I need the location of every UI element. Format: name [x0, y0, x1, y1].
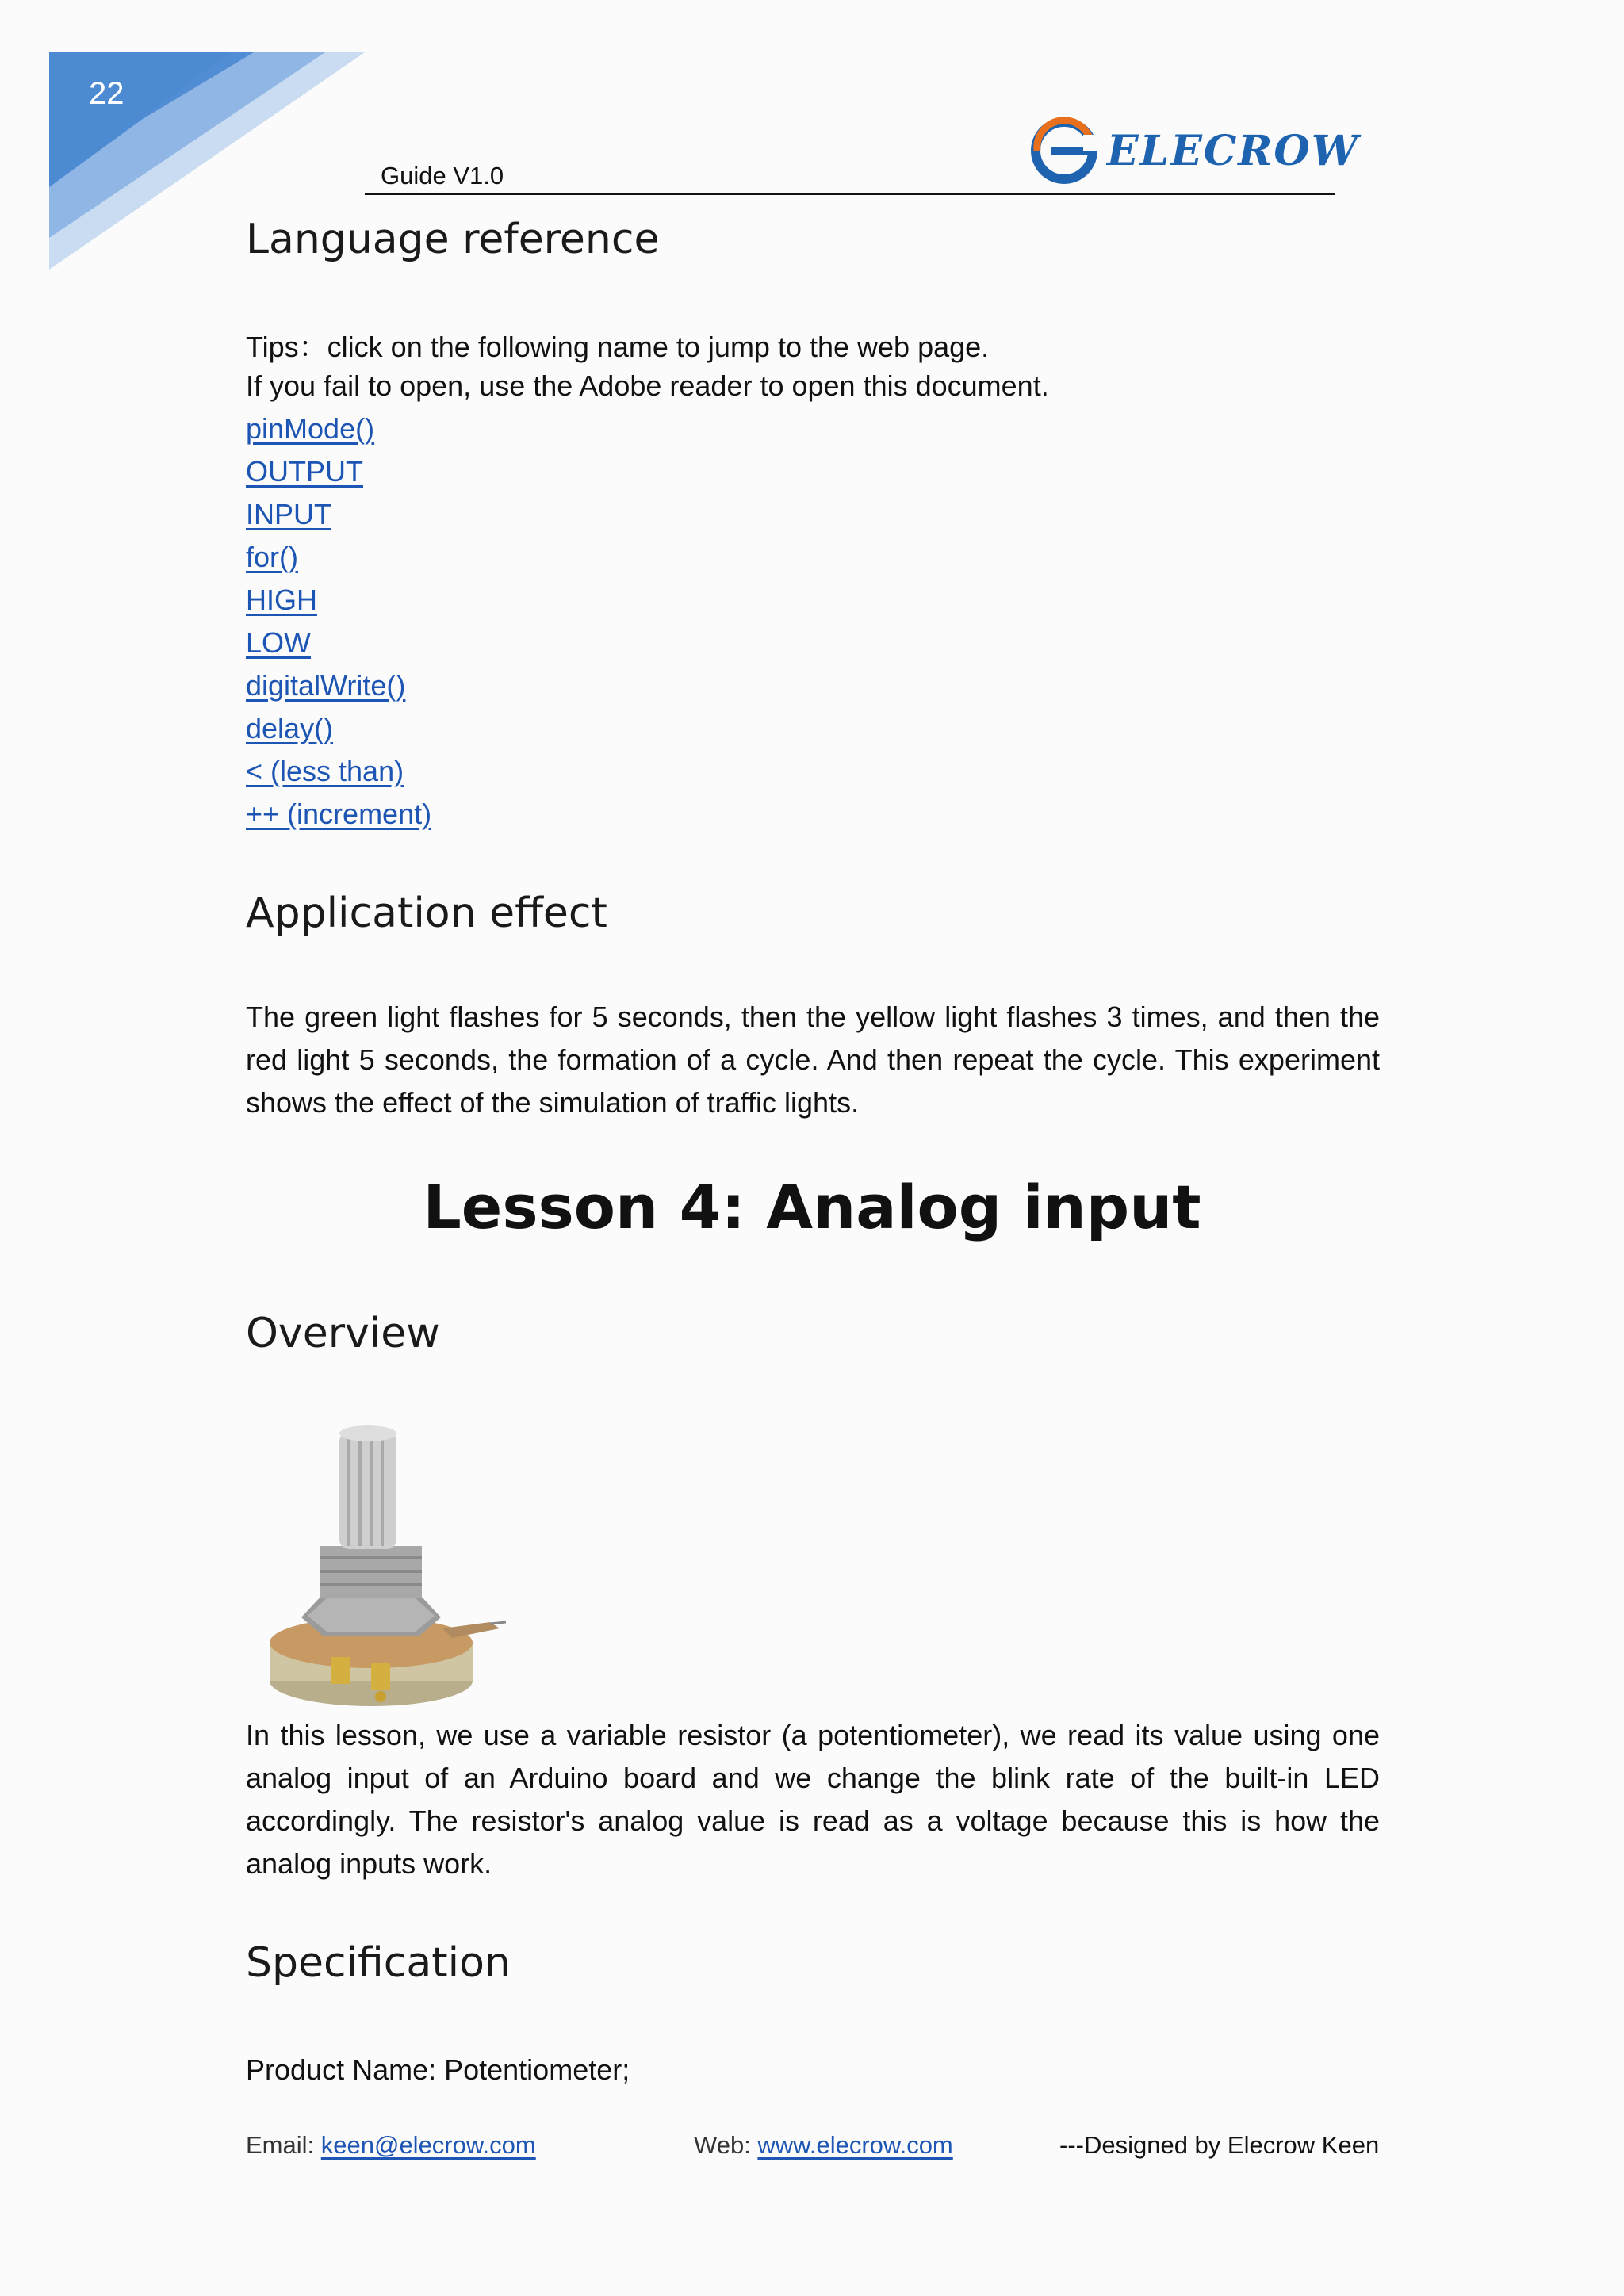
link-pinmode[interactable]: pinMode()	[246, 412, 375, 445]
footer-email-label: Email:	[246, 2131, 321, 2159]
link-low[interactable]: LOW	[246, 626, 312, 659]
application-effect-heading: Application effect	[246, 890, 607, 937]
link-output[interactable]: OUTPUT	[246, 455, 363, 488]
logo-text: ELECROW	[1107, 127, 1360, 175]
adobe-note: If you fail to open, use the Adobe reader to open this document.	[246, 369, 1049, 402]
guide-version-label: Guide V1.0	[381, 162, 504, 189]
potentiometer-image	[252, 1419, 506, 1714]
footer-designed-prefix: ---Designed by	[1059, 2131, 1228, 2159]
link-increment[interactable]: ++ (increment)	[246, 798, 432, 830]
overview-text: In this lesson, we use a variable resistor (a potentiometer), we read its value using one analog input of an Arduino board and we change the blink rate of the built-in LED accordingly. The resistor's analog value is read as a voltage because this is how the analog inputs work.	[246, 1719, 1380, 1880]
page-number: 22	[89, 76, 124, 111]
footer-email	[246, 2131, 536, 2160]
elecrow-logo	[1028, 113, 1360, 187]
overview-heading: Overview	[246, 1310, 440, 1357]
footer-designer: Elecrow Keen	[1227, 2131, 1380, 2159]
lesson-title: Lesson 4: Analog input	[423, 1172, 1201, 1242]
footer-web-link[interactable]: www.elecrow.com	[757, 2131, 953, 2159]
link-less-than[interactable]: < (less than)	[246, 755, 404, 787]
language-reference-heading: Language reference	[246, 216, 660, 263]
application-effect-text: The green light flashes for 5 seconds, then the yellow light flashes 3 times, and then the red light 5 seconds, the formation of a cycle. And then repeat the cycle. This experiment shows the effect of the simulation of traffic lights.	[246, 1001, 1380, 1119]
link-input[interactable]: INPUT	[246, 498, 331, 530]
footer-email-link[interactable]: keen@elecrow.com	[320, 2131, 536, 2159]
link-delay[interactable]: delay()	[246, 712, 334, 744]
header-rule	[365, 193, 1335, 195]
tips-text: Tips：click on the following name to jump to the web page.	[246, 331, 990, 363]
link-high[interactable]: HIGH	[246, 584, 317, 616]
footer-designed-by	[1059, 2131, 1379, 2160]
elecrow-logo-icon	[1028, 113, 1104, 187]
footer-web	[694, 2131, 953, 2160]
link-for[interactable]: for()	[246, 541, 298, 573]
specification-heading: Specification	[246, 1939, 511, 1987]
product-name: Product Name: Potentiometer;	[246, 2053, 630, 2086]
link-digitalwrite[interactable]: digitalWrite()	[246, 669, 406, 702]
footer-web-label: Web:	[694, 2131, 758, 2159]
